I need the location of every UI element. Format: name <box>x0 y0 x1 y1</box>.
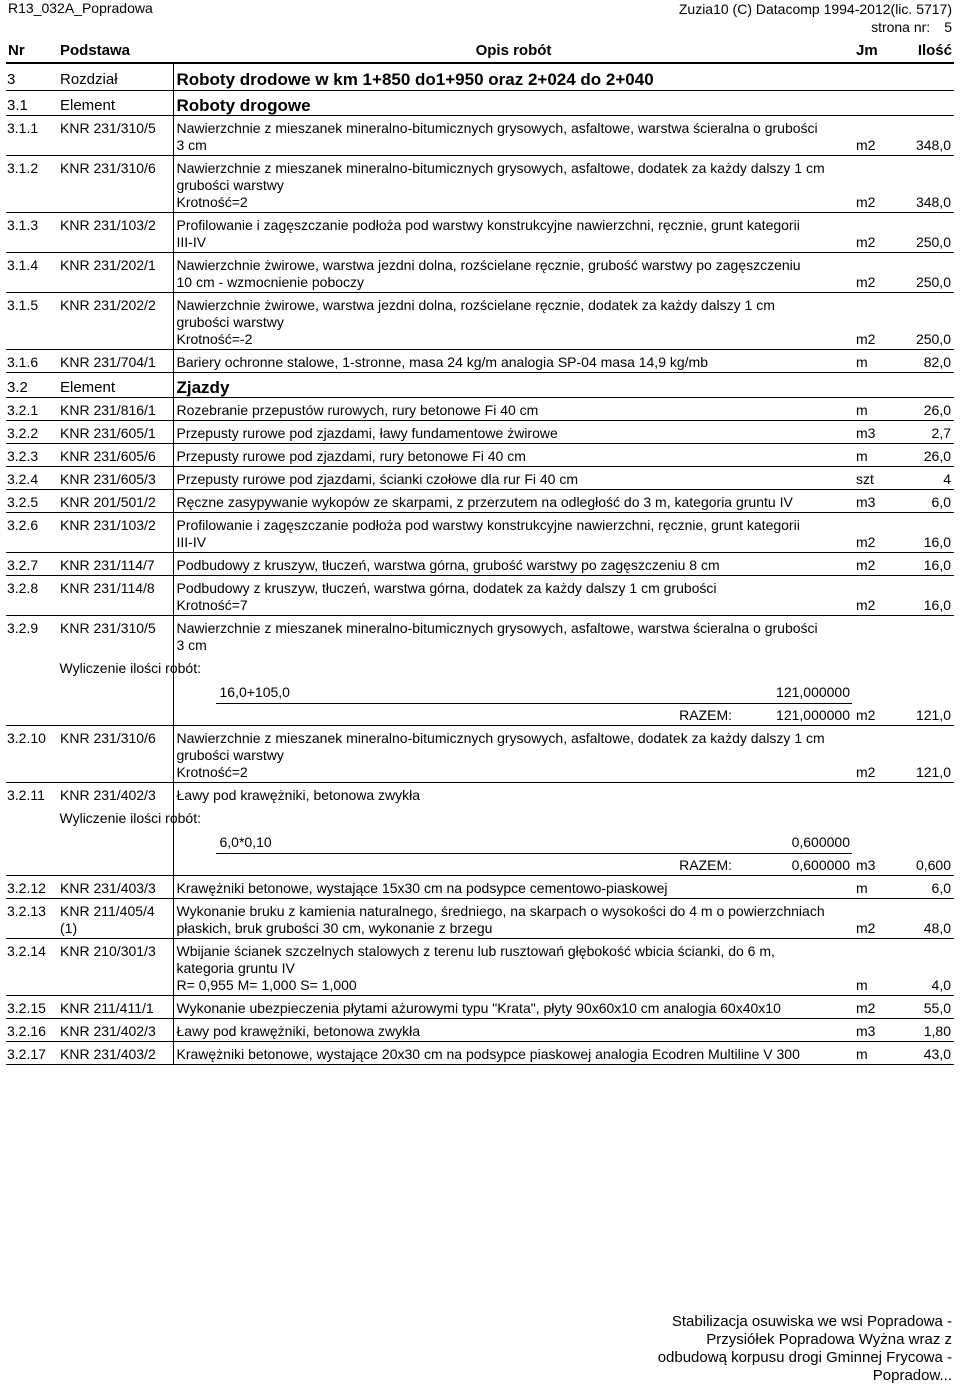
page-number-line <box>679 18 952 36</box>
table-row <box>6 553 954 576</box>
item-number: 3.1 <box>6 91 58 116</box>
item-quantity: 43,0 <box>894 1042 954 1065</box>
col-header-basis: Podstawa <box>58 40 173 63</box>
item-basis: KNR 210/301/3 <box>58 939 173 996</box>
description-line: Przepusty rurowe pod zjazdami, rury betonowe Fi 40 cm <box>176 448 526 464</box>
item-basis: KNR 231/704/1 <box>58 350 173 373</box>
table-row <box>6 513 954 553</box>
item-quantity: 6,0 <box>894 876 954 899</box>
description-line: Krotność=2 <box>176 194 248 210</box>
item-number: 3.2.2 <box>6 421 58 444</box>
item-unit: m2 <box>854 553 894 576</box>
footer-line: odbudową korpusu drogi Gminnej Frycowa - <box>657 1349 952 1366</box>
item-description <box>173 996 854 1019</box>
item-quantity: 4 <box>894 467 954 490</box>
item-unit: m3 <box>854 1019 894 1042</box>
item-quantity <box>894 373 954 398</box>
description-line: Roboty drodowe w km 1+850 do1+950 oraz 2+024 do 2+040 <box>176 70 654 89</box>
item-basis: Element <box>58 91 173 116</box>
item-basis: KNR 231/403/3 <box>58 876 173 899</box>
item-quantity: 55,0 <box>894 996 954 1019</box>
item-description <box>173 444 854 467</box>
total-label: RAZEM: <box>679 707 732 723</box>
description-line: Krawężniki betonowe, wystające 20x30 cm na podsypce piaskowej analogia Ecodren Multiline V 300 <box>176 1046 800 1062</box>
item-quantity: 16,0 <box>894 576 954 616</box>
item-unit: m2 <box>854 576 894 616</box>
item-unit <box>854 63 894 91</box>
item-quantity: 250,0 <box>894 213 954 253</box>
item-number: 3.1.1 <box>6 116 58 156</box>
item-description <box>173 1019 854 1042</box>
calculation-total <box>60 854 853 874</box>
item-description <box>173 939 854 996</box>
table-row <box>6 398 954 421</box>
total-value: 0,600000 <box>791 857 850 873</box>
calculation-value: 121,000000 <box>776 684 850 700</box>
item-number: 3.2.13 <box>6 899 58 939</box>
calculation-total <box>60 704 853 724</box>
item-quantity: 4,0 <box>894 939 954 996</box>
col-header-nr: Nr <box>6 40 58 63</box>
item-unit <box>854 373 894 398</box>
table-row <box>6 576 954 616</box>
description-line: III-IV <box>176 534 207 550</box>
item-basis: KNR 211/411/1 <box>58 996 173 1019</box>
page-number: 5 <box>944 19 952 35</box>
total-label: RAZEM: <box>679 857 732 873</box>
item-basis: KNR 231/310/5 <box>58 616 173 726</box>
item-quantity: 16,0 <box>894 513 954 553</box>
description-line: Nawierzchnie z mieszanek mineralno-bitumicznych grysowych, asfaltowe, warstwa ścieralna o grubości <box>176 120 818 136</box>
item-basis: KNR 231/202/1 <box>58 253 173 293</box>
description-line: płaskich, bruk grubości 30 cm, wykonanie z brzegu <box>176 920 493 936</box>
calculation-value: 0,600000 <box>791 834 850 850</box>
description-line: Nawierzchnie żwirowe, warstwa jezdni dolna, rozścielane ręcznie, dodatek za każdy dalszy 1 cm <box>176 297 775 313</box>
item-quantity: 0,600 <box>894 783 954 876</box>
item-basis: KNR 231/402/3 <box>58 1019 173 1042</box>
item-basis: Rozdział <box>58 63 173 91</box>
item-basis: KNR 231/605/3 <box>58 467 173 490</box>
table-row <box>6 467 954 490</box>
description-line: Ławy pod krawężniki, betonowa zwykła <box>176 1023 421 1039</box>
item-description <box>173 91 854 116</box>
chapter-row <box>6 63 954 91</box>
item-description <box>173 467 854 490</box>
item-number: 3.2.17 <box>6 1042 58 1065</box>
footer-line: Stabilizacja osuwiska we wsi Popradowa - <box>671 1313 952 1330</box>
item-description <box>173 576 854 616</box>
item-basis: KNR 231/103/2 <box>58 513 173 553</box>
item-number: 3.2 <box>6 373 58 398</box>
description-line: Przepusty rurowe pod zjazdami, ścianki czołowe dla rur Fi 40 cm <box>176 471 578 487</box>
table-row <box>6 213 954 253</box>
item-number: 3.2.8 <box>6 576 58 616</box>
table-row <box>6 996 954 1019</box>
description-line: 10 cm - wzmocnienie poboczy <box>176 274 365 290</box>
description-line: Wbijanie ścianek szczelnych stalowych z terenu lub rusztowań głębokość wbicia ścianki, do 6 m, <box>176 943 775 959</box>
item-number: 3.2.10 <box>6 726 58 783</box>
item-number: 3 <box>6 63 58 91</box>
item-quantity: 26,0 <box>894 398 954 421</box>
item-quantity: 121,0 <box>894 726 954 783</box>
item-unit: m <box>854 939 894 996</box>
col-header-unit: Jm <box>854 40 894 63</box>
app-credit: Zuzia10 (C) Datacomp 1994-2012(lic. 5717) <box>678 1 952 17</box>
calculation-row <box>216 681 853 704</box>
table-row <box>6 939 954 996</box>
item-number: 3.2.3 <box>6 444 58 467</box>
item-quantity: 2,7 <box>894 421 954 444</box>
item-number: 3.1.5 <box>6 293 58 350</box>
item-unit: m2 <box>854 253 894 293</box>
item-unit: m2 <box>854 116 894 156</box>
item-number: 3.2.4 <box>6 467 58 490</box>
table-row <box>6 293 954 350</box>
description-line: Zjazdy <box>176 378 230 397</box>
item-unit: m3 <box>854 421 894 444</box>
description-line: III-IV <box>176 234 207 250</box>
item-number: 3.2.11 <box>6 783 58 876</box>
item-basis: KNR 231/310/6 <box>58 726 173 783</box>
calculation-expression: 16,0+105,0 <box>219 684 290 700</box>
item-number: 3.2.1 <box>6 398 58 421</box>
table-row <box>6 116 954 156</box>
table-row <box>6 899 954 939</box>
item-description <box>173 421 854 444</box>
table-row <box>6 1019 954 1042</box>
table-row <box>6 444 954 467</box>
calculation-expression: 6,0*0,10 <box>219 834 272 850</box>
item-quantity: 250,0 <box>894 253 954 293</box>
item-description <box>173 63 854 91</box>
item-unit <box>854 91 894 116</box>
item-unit: m3 <box>854 490 894 513</box>
item-quantity <box>894 91 954 116</box>
description-line: Podbudowy z kruszyw, tłuczeń, warstwa górna, grubość warstwy po zagęszczeniu 8 cm <box>176 557 720 573</box>
header-right <box>679 0 952 36</box>
footer-line: Popradow... <box>872 1367 952 1384</box>
item-number: 3.2.16 <box>6 1019 58 1042</box>
item-unit: szt <box>854 467 894 490</box>
table-row <box>6 421 954 444</box>
item-basis: KNR 231/310/6 <box>58 156 173 213</box>
item-description <box>173 876 854 899</box>
table-header-row <box>6 40 954 63</box>
item-number: 3.2.14 <box>6 939 58 996</box>
table-row <box>6 253 954 293</box>
description-line: Krotność=7 <box>176 597 248 613</box>
description-line: Roboty drogowe <box>176 96 311 115</box>
item-unit: m <box>854 1042 894 1065</box>
table-row <box>6 616 954 726</box>
item-quantity <box>894 63 954 91</box>
file-name: R13_032A_Popradowa <box>8 0 153 16</box>
item-basis: KNR 231/103/2 <box>58 213 173 253</box>
description-line: Rozebranie przepustów rurowych, rury betonowe Fi 40 cm <box>176 402 539 418</box>
item-basis: KNR 231/816/1 <box>58 398 173 421</box>
description-line: Krotność=-2 <box>176 331 253 347</box>
item-description <box>173 116 854 156</box>
description-line: grubości warstwy <box>176 177 284 193</box>
item-number: 3.1.4 <box>6 253 58 293</box>
description-line: Podbudowy z kruszyw, tłuczeń, warstwa górna, dodatek za każdy dalszy 1 cm grubości <box>176 580 717 596</box>
description-line: Profilowanie i zagęszczanie podłoża pod warstwy konstrukcyjne nawierzchni, ręcznie, grunt kategorii <box>176 517 800 533</box>
item-basis: KNR 211/405/4 (1) <box>58 899 173 939</box>
item-quantity: 6,0 <box>894 490 954 513</box>
item-unit: m <box>854 444 894 467</box>
item-description <box>173 156 854 213</box>
page-number-label: strona nr: <box>871 19 931 35</box>
page-header <box>6 0 954 40</box>
description-line: kategoria gruntu IV <box>176 960 295 976</box>
description-line: Nawierzchnie żwirowe, warstwa jezdni dolna, rozścielane ręcznie, grubość warstwy po zagęszczeniu <box>176 257 801 273</box>
item-description <box>173 899 854 939</box>
item-unit: m3 <box>854 783 894 876</box>
item-unit: m2 <box>854 726 894 783</box>
description-line: Profilowanie i zagęszczanie podłoża pod warstwy konstrukcyjne nawierzchni, ręcznie, grunt kategorii <box>176 217 800 233</box>
item-description <box>173 490 854 513</box>
table-row <box>6 876 954 899</box>
item-description <box>173 1042 854 1065</box>
col-header-description: Opis robót <box>173 40 854 63</box>
item-description <box>173 213 854 253</box>
item-basis: KNR 201/501/2 <box>58 490 173 513</box>
item-basis: KNR 231/402/3 <box>58 783 173 876</box>
table-row <box>6 490 954 513</box>
table-row <box>6 1042 954 1065</box>
description-line: grubości warstwy <box>176 747 284 763</box>
item-quantity: 348,0 <box>894 156 954 213</box>
description-line: Nawierzchnie z mieszanek mineralno-bitumicznych grysowych, asfaltowe, dodatek za każdy dalszy 1 cm <box>176 160 825 176</box>
item-basis: KNR 231/310/5 <box>58 116 173 156</box>
description-line: Bariery ochronne stalowe, 1-stronne, masa 24 kg/m analogia SP-04 masa 14,9 kg/mb <box>176 354 709 370</box>
item-quantity: 16,0 <box>894 553 954 576</box>
item-basis: KNR 231/114/7 <box>58 553 173 576</box>
item-unit: m2 <box>854 213 894 253</box>
item-number: 3.2.12 <box>6 876 58 899</box>
footer-line: Przysiółek Popradowa Wyżna wraz z <box>706 1331 952 1348</box>
element-row <box>6 91 954 116</box>
item-number: 3.2.5 <box>6 490 58 513</box>
item-basis: KNR 231/605/6 <box>58 444 173 467</box>
item-quantity: 48,0 <box>894 899 954 939</box>
description-line: Nawierzchnie z mieszanek mineralno-bitumicznych grysowych, asfaltowe, dodatek za każdy dalszy 1 cm <box>176 730 825 746</box>
item-unit: m <box>854 350 894 373</box>
item-unit: m <box>854 876 894 899</box>
item-number: 3.1.3 <box>6 213 58 253</box>
item-unit: m2 <box>854 616 894 726</box>
item-number: 3.2.15 <box>6 996 58 1019</box>
item-number: 3.2.7 <box>6 553 58 576</box>
description-line: R= 0,955 M= 1,000 S= 1,000 <box>176 977 357 993</box>
description-line: Nawierzchnie z mieszanek mineralno-bitumicznych grysowych, asfaltowe, warstwa ścieralna o grubości <box>176 620 818 636</box>
item-quantity: 1,80 <box>894 1019 954 1042</box>
description-line: Ręczne zasypywanie wykopów ze skarpami, z przerzutem na odległość do 3 m, kategoria gruntu IV <box>176 494 793 510</box>
description-line: grubości warstwy <box>176 314 284 330</box>
table-row <box>6 726 954 783</box>
item-description <box>173 293 854 350</box>
item-unit: m2 <box>854 513 894 553</box>
item-basis: KNR 231/114/8 <box>58 576 173 616</box>
item-description <box>173 253 854 293</box>
calculation-row <box>216 831 853 854</box>
item-quantity: 250,0 <box>894 293 954 350</box>
item-number: 3.1.2 <box>6 156 58 213</box>
description-line: 3 cm <box>176 137 207 153</box>
table-row <box>6 156 954 213</box>
project-title-footer <box>652 1313 952 1385</box>
description-line: Wykonanie ubezpieczenia płytami ażurowymi typu "Krata", płyty 90x60x10 cm analogia 60x40x10 <box>176 1000 781 1016</box>
col-header-quantity: Ilość <box>894 40 954 63</box>
item-number: 3.2.6 <box>6 513 58 553</box>
item-unit: m2 <box>854 899 894 939</box>
calculation-label: Wyliczenie ilości robót: <box>59 810 201 826</box>
description-line: Ławy pod krawężniki, betonowa zwykła <box>176 787 421 803</box>
item-basis: KNR 231/202/2 <box>58 293 173 350</box>
item-description <box>173 726 854 783</box>
description-line: Krawężniki betonowe, wystające 15x30 cm na podsypce cementowo-piaskowej <box>176 880 668 896</box>
item-quantity: 121,0 <box>894 616 954 726</box>
cost-estimate-table <box>6 40 954 1065</box>
item-unit: m2 <box>854 156 894 213</box>
item-number: 3.2.9 <box>6 616 58 726</box>
quantity-calculation <box>60 660 853 724</box>
table-row <box>6 350 954 373</box>
item-basis: KNR 231/403/2 <box>58 1042 173 1065</box>
description-line: Przepusty rurowe pod zjazdami, ławy fundamentowe żwirowe <box>176 425 558 441</box>
table-row <box>6 783 954 876</box>
item-description <box>173 553 854 576</box>
item-quantity: 348,0 <box>894 116 954 156</box>
total-value: 121,000000 <box>776 707 850 723</box>
item-description <box>173 373 854 398</box>
item-unit: m2 <box>854 996 894 1019</box>
item-unit: m2 <box>854 293 894 350</box>
description-line: Krotność=2 <box>176 764 248 780</box>
quantity-calculation <box>60 810 853 874</box>
item-basis: KNR 231/605/1 <box>58 421 173 444</box>
description-line: 3 cm <box>176 637 207 653</box>
calculation-label: Wyliczenie ilości robót: <box>59 660 201 676</box>
description-line: Wykonanie bruku z kamienia naturalnego, średniego, na skarpach o wysokości do 4 m o powierzchniach <box>176 903 825 919</box>
item-description <box>173 513 854 553</box>
item-quantity: 82,0 <box>894 350 954 373</box>
item-unit: m <box>854 398 894 421</box>
item-description <box>173 350 854 373</box>
item-description <box>173 398 854 421</box>
item-quantity: 26,0 <box>894 444 954 467</box>
item-basis: Element <box>58 373 173 398</box>
element-row <box>6 373 954 398</box>
item-number: 3.1.6 <box>6 350 58 373</box>
